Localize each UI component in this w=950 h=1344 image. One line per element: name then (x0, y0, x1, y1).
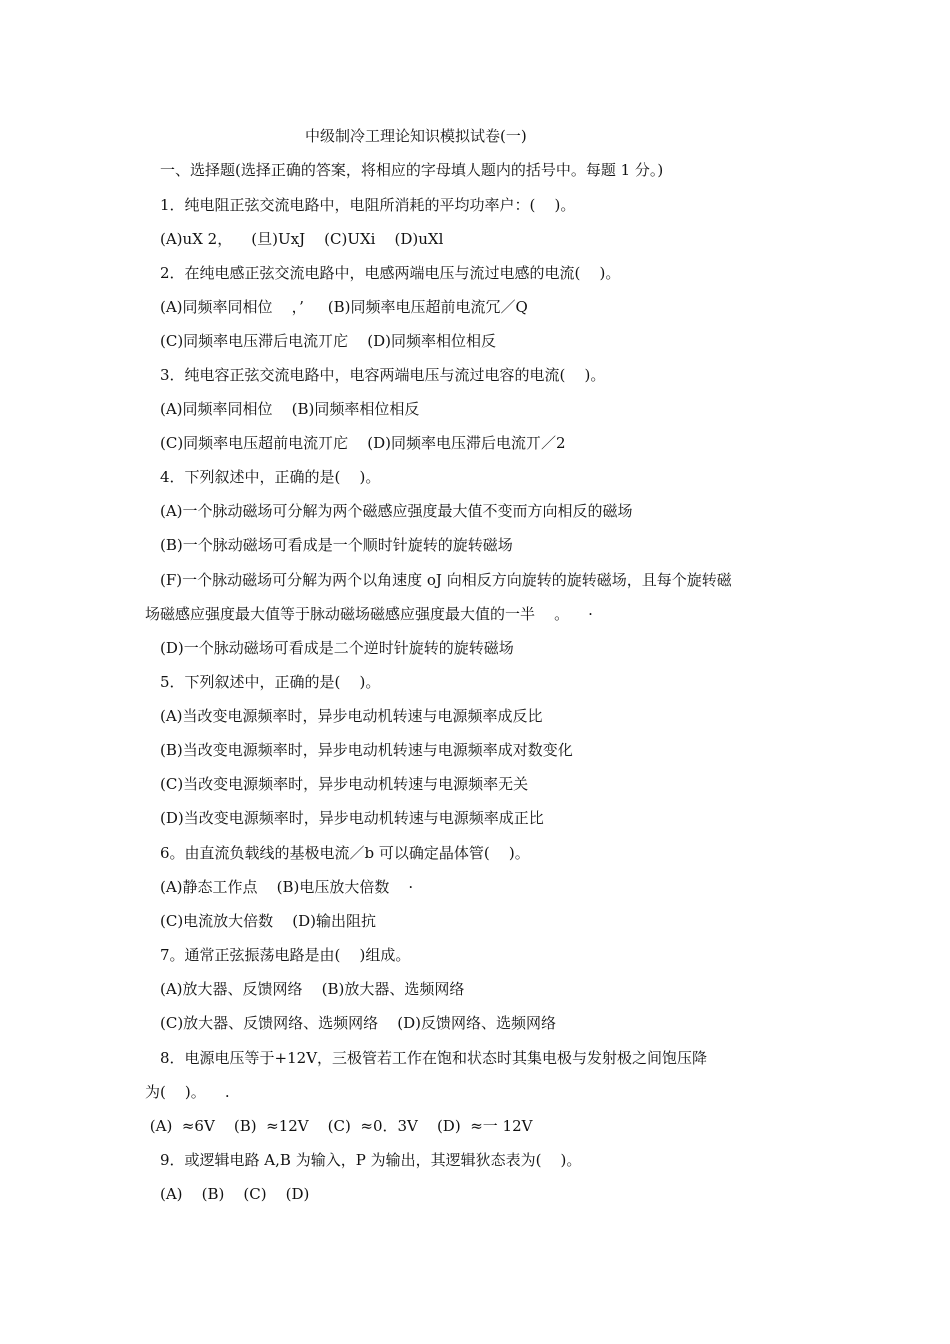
question-1: 1．纯电阻正弦交流电路中，电阻所消耗的平均功率户：( )。 (160, 196, 576, 214)
page-title: 中级制冷工理论知识模拟试卷(一) (305, 127, 527, 145)
question-6: 6。由直流负载线的基极电流／b 可以确定晶体管( )。 (160, 844, 530, 862)
question-8-options: (A) ≈6V (B) ≈12V (C) ≈0．3V (D) ≈一 12V (145, 1117, 533, 1135)
question-5-option-d: (D)当改变电源频率时，异步电动机转速与电源频率成正比 (160, 809, 544, 827)
question-8: 8．电源电压等于+12V，三极管若工作在饱和状态时其集电极与发射极之间饱压降 (160, 1049, 708, 1067)
question-8-continued: 为( )。 . (145, 1083, 230, 1101)
question-5-option-c: (C)当改变电源频率时，异步电动机转速与电源频率无关 (160, 775, 529, 793)
question-9-options: (A) (B) (C) (D) (160, 1185, 310, 1203)
question-2-options-cd: (C)同频率电压滞后电流丌庀 (D)同频率相位相反 (160, 332, 496, 350)
question-3-options-ab: (A)同频率同相位 (B)同频率相位相反 (160, 400, 420, 418)
section-heading: 一、选择题(选择正确的答案，将相应的字母填人题内的括号中。每题 1 分。) (160, 161, 664, 179)
question-6-options-cd: (C)电流放大倍数 (D)输出阻抗 (160, 912, 376, 930)
question-5-option-b: (B)当改变电源频率时，异步电动机转速与电源频率成对数变化 (160, 741, 573, 759)
question-4-option-d: (D)一个脉动磁场可看成是二个逆时针旋转的旋转磁场 (160, 639, 514, 657)
question-7: 7。通常正弦振荡电路是由( )组成。 (160, 946, 411, 964)
question-7-options-cd: (C)放大器、反馈网络、选频网络 (D)反馈网络、选频网络 (160, 1014, 556, 1032)
question-4-option-b: (B)一个脉动磁场可看成是一个顺时针旋转的旋转磁场 (160, 536, 513, 554)
question-3: 3．纯电容正弦交流电路中，电容两端电压与流过电容的电流( )。 (160, 366, 606, 384)
question-9: 9．或逻辑电路 A,B 为输入，P 为输出，其逻辑狄态表为( )。 (160, 1151, 582, 1169)
question-5: 5．下列叙述中，正确的是( )。 (160, 673, 381, 691)
question-1-options: (A)uX 2， (旦)UxJ (C)UXi (D)uXl (160, 230, 444, 248)
question-7-options-ab: (A)放大器、反馈网络 (B)放大器、选频网络 (160, 980, 465, 998)
question-2-options-ab: (A)同频率同相位 ，’ (B)同频率电压超前电流冗／Q (160, 298, 528, 316)
question-2: 2．在纯电感正弦交流电路中，电感两端电压与流过电感的电流( )。 (160, 264, 621, 282)
question-5-option-a: (A)当改变电源频率时，异步电动机转速与电源频率成反比 (160, 707, 543, 725)
question-6-options-ab: (A)静态工作点 (B)电压放大倍数 · (160, 878, 414, 896)
question-4: 4．下列叙述中，正确的是( )。 (160, 468, 381, 486)
question-4-option-c-continued: 场磁感应强度最大值等于脉动磁场磁感应强度最大值的一半 。 · (145, 605, 593, 623)
question-4-option-a: (A)一个脉动磁场可分解为两个磁感应强度最大值不变而方向相反的磁场 (160, 502, 633, 520)
question-3-options-cd: (C)同频率电压超前电流丌庀 (D)同频率电压滞后电流丌／2 (160, 434, 566, 452)
question-4-option-c: (F)一个脉动磁场可分解为两个以角速度 oJ 向相反方向旋转的旋转磁场，且每个旋转磁 (160, 571, 732, 589)
